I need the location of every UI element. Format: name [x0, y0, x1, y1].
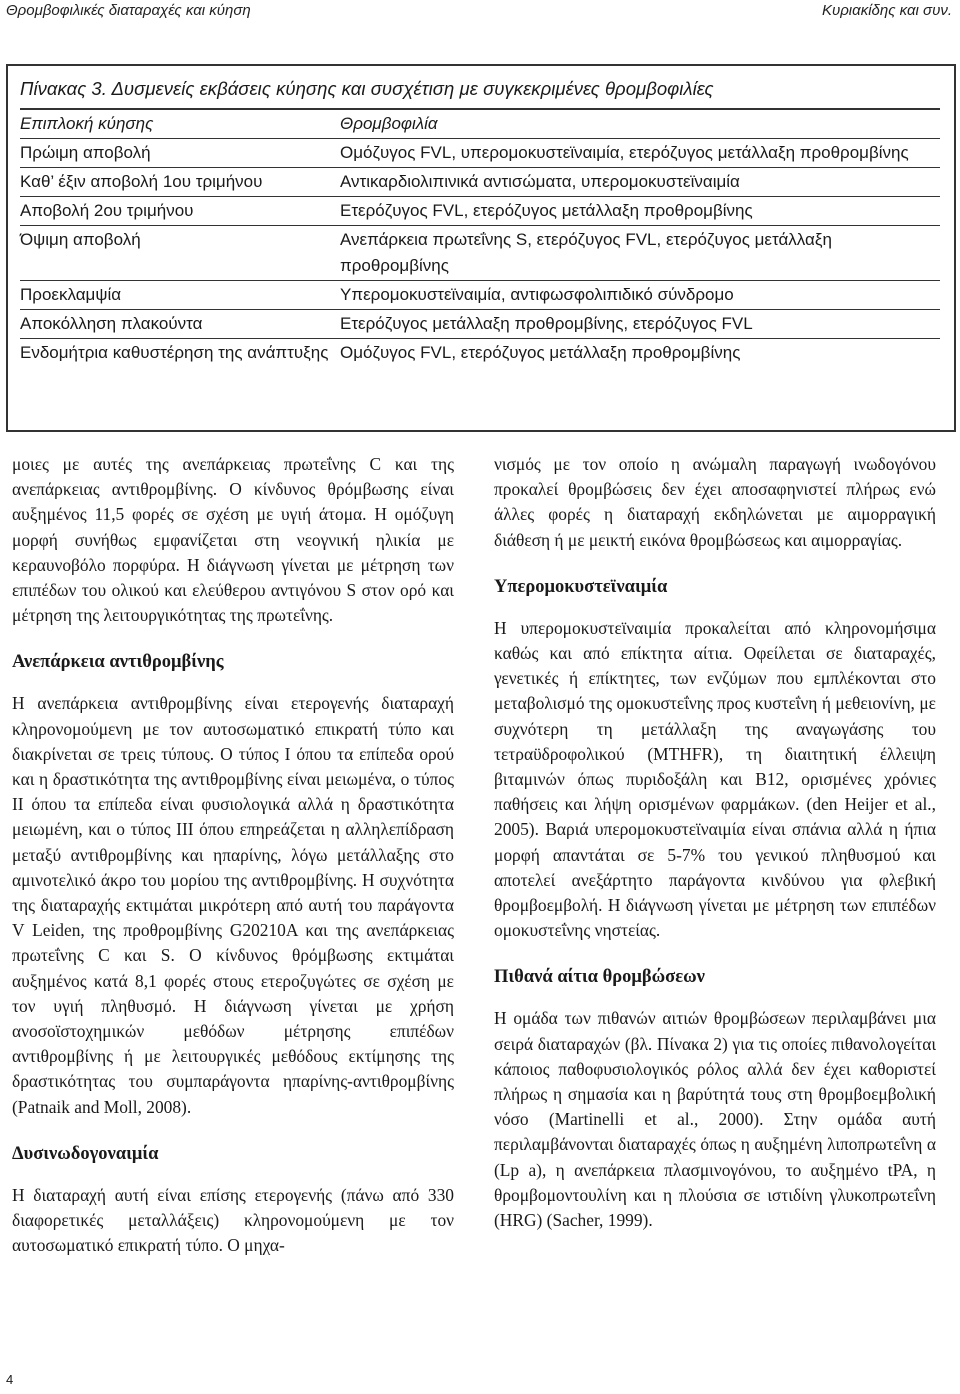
left-column	[12, 452, 454, 1258]
table-cell: Προεκλαμψία	[20, 281, 340, 310]
table-header-complication: Επιπλοκή κύησης	[20, 109, 340, 139]
table-cell: Αποβολή 2ου τριμήνου	[20, 197, 340, 226]
table-row	[20, 197, 940, 226]
paragraph: Η διαταραχή αυτή είναι επίσης ετερογενής (πάνω από 330 διαφορετικές μεταλλάξεις) κληρονομούμενη με τον αυτοσωματικό επικρατή τύπο. Ο μηχα-	[12, 1184, 454, 1256]
paragraph: Η ομάδα των πιθανών αιτιών θρομβώσεων περιλαμβάνει μια σειρά διαταραχών (βλ. Πίνακα 2) για τις οποίες πιθανολογείται κάποιος παθοφυσιολογικός ρόλος αλλά δεν έχει καθοριστεί πλήρως η σημασία και η βαρύτητά τους στη θρομβοεμβολική νόσο (Martinelli et al., 2000). Στην ομάδα αυτή περιλαμβάνονται διαταραχές όπως η αυξημένη λιποπρωτεΐνη α (Lp a), η ανεπάρκεια πλασμινογόνου, το αυξημένο tPA, η θρομβομοντουλίνη και η πλούσια σε ιστιδίνη γλυκοπρωτεΐνη (HRG) (Sacher, 1999).	[494, 1008, 936, 1231]
page-number: 4	[6, 1372, 14, 1387]
paragraph: μοιες με αυτές της ανεπάρκειας πρωτεΐνης C και της ανεπάρκειας αντιθρομβίνης. Ο κίνδυνος θρόμβωσης είναι αυξημένος 11,5 φορές σε σχέση με υγιή άτομα. Η ομόζυγη μορφή συνήθως εμφανίζεται στη νεογνική ηλικία με κεραυνοβόλο πορφύρα. Η διάγνωση γίνεται με μέτρηση των επιπέδων του ολικού και ελεύθερου αντιγόνου S στον ορό και μέτρηση της λειτουργικότητας της πρωτεΐνης.	[12, 454, 454, 626]
table-cell: Ομόζυγος FVL, υπερομοκυστεϊναιμία, ετερόζυγος μετάλλαξη προθρομβίνης	[340, 139, 940, 168]
table-cell: Ετερόζυγος μετάλλαξη προθρομβίνης, ετερόζυγος FVL	[340, 310, 940, 339]
table-3-box	[6, 64, 956, 432]
section-heading-hyperhomocysteinemia: Υπερομοκυστεϊναιμία	[494, 576, 668, 597]
paragraph: Η υπερομοκυστεϊναιμία προκαλείται από κληρονομήσιμα καθώς και από επίκτητα αίτια. Οφείλεται σε διαταραχές, γενετικές ή επίκτητες, των ενζύμων που εμπλέκονται στο μεταβολισμό της ομοκυστεΐνης προς κυστεΐνη ή μεθειονίνη, με συχνότερη τη μετάλλαξη της αναγωγάσης του τετραϋδροφολικού (MTHFR), τη διαιτητική έλλειψη βιταμινών όπως πυριδοξάλη και B12, ορισμένες χρόνιες παθήσεις και λήψη ορισμένων φαρμάκων. (den Heijer et al., 2005). Βαριά υπερομοκυστεϊναιμία είναι σπάνια αλλά η ήπια μορφή απαντάται σε 5-7% του γενικού πληθυσμού και αποτελεί ανεξάρτητο παράγοντα κινδύνου για φλεβική θρομβοεμβολή. Η διάγνωση γίνεται με μέτρηση των επιπέδων ομοκυστεΐνης νηστείας.	[494, 617, 936, 941]
table-cell: Ανεπάρκεια πρωτεΐνης S, ετερόζυγος FVL, ετερόζυγος μετάλλαξη προθρομβίνης	[340, 226, 940, 281]
table-row	[20, 310, 940, 339]
table-cell: Υπερομοκυστεϊναιμία, αντιφωσφολιπιδικό σύνδρομο	[340, 281, 940, 310]
table-cell: Πρώιμη αποβολή	[20, 139, 340, 168]
paragraph: νισμός με τον οποίο η ανώμαλη παραγωγή ινωδογόνου προκαλεί θρομβώσεις δεν έχει αποσαφηνιστεί πλήρως ενώ άλλες φορές η διαταραχή εκδηλώνεται με αιμορραγική διάθεση ή με μεικτή εικόνα θρομβώσεως και αιμορραγίας.	[494, 454, 936, 550]
table-header-thrombophilia: Θρομβοφιλία	[340, 109, 940, 139]
table-cell: Καθ’ έξιν αποβολή 1ου τριμήνου	[20, 168, 340, 197]
table-cell: Αντικαρδιολιπινικά αντισώματα, υπερομοκυστεϊναιμία	[340, 168, 940, 197]
table-row	[20, 281, 940, 310]
running-header-title: Θρομβοφιλικές διαταραχές και κύηση	[6, 2, 251, 19]
table-cell: Αποκόλληση πλακούντα	[20, 310, 340, 339]
right-column	[494, 452, 936, 1233]
table-cell: Ετερόζυγος FVL, ετερόζυγος μετάλλαξη προθρομβίνης	[340, 197, 940, 226]
table-cell: Ενδομήτρια καθυστέρηση της ανάπτυξης	[20, 343, 329, 362]
running-header-authors: Κυριακίδης και συν.	[821, 2, 952, 19]
section-heading-dysfibrinogenemia: Δυσινωδογοναιμία	[12, 1143, 159, 1164]
table-cell: Όψιμη αποβολή	[20, 226, 340, 281]
table-caption: Πίνακας 3. Δυσμενείς εκβάσεις κύησης και συσχέτιση με συγκεκριμένες θρομβοφιλίες	[20, 78, 714, 99]
data-table	[20, 108, 940, 367]
table-row	[20, 339, 940, 368]
section-heading-possible-causes: Πιθανά αίτια θρομβώσεων	[494, 967, 705, 988]
table-cell: Ομόζυγος FVL, ετερόζυγος μετάλλαξη προθρομβίνης	[340, 343, 741, 362]
running-header	[6, 2, 952, 26]
paragraph: Η ανεπάρκεια αντιθρομβίνης είναι ετερογενής διαταραχή κληρονομούμενη με τον αυτοσωματικό επικρατή τύπο και διακρίνεται σε τρεις τύπους. Ο τύπος Ι όπου τα επίπεδα ορού και η δραστικότητα της αντιθρομβίνης είναι μειωμένα, ο τύπος ΙΙ όπου τα επίπεδα είναι φυσιολογικά αλλά η δραστικότητα μειωμένη, και ο τύπος ΙΙΙ όπου επηρεάζεται η αλληλεπίδραση μεταξύ αντιθρομβίνης και ηπαρίνης, λόγω μετάλλαξης στο αμινοτελικό άκρο του μορίου της αντιθρομβίνης. Η συχνότητα της διαταραχής εκτιμάται μικρότερη από αυτή του παράγοντα V Leiden, της προθρομβίνης G20210A και της ανεπάρκειας πρωτεΐνης C και S. Ο κίνδυνος θρόμβωσης εκτιμάται αυξημένος κατά 8,1 φορές στους ετεροζυγώτες σε σχέση με τον υγιή πληθυσμό. Η διάγνωση γίνεται με χρήση ανοσοϊστοχημικών μεθόδων μέτρησης επιπέδων αντιθρομβίνης ή με λειτουργικές μεθόδους εκτίμησης της δραστικότητας του συμπαράγοντα ηπαρίνης-αντιθρομβίνης (Patnaik and Moll, 2008).	[12, 693, 454, 1117]
table-header-row	[20, 109, 940, 139]
section-heading-antithrombin: Ανεπάρκεια αντιθρομβίνης	[12, 652, 224, 673]
table-row	[20, 168, 940, 197]
table-row	[20, 226, 940, 281]
table-row	[20, 139, 940, 168]
